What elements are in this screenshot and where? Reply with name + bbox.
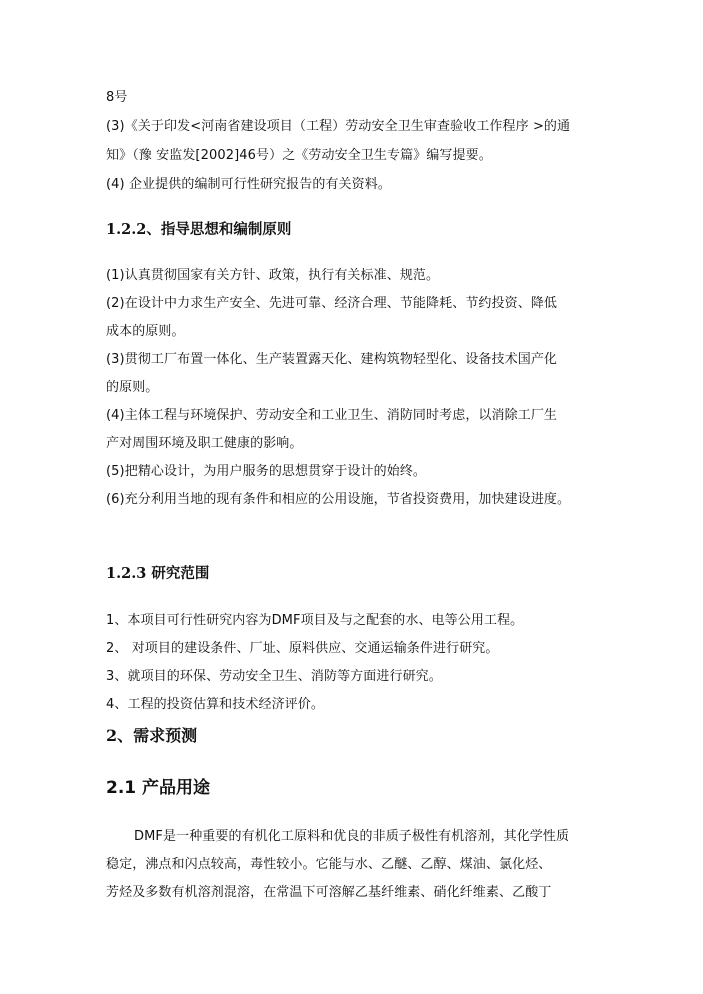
- scope-line-3: 3、就项目的环保、劳动安全卫生、消防等方面进行研究。: [106, 669, 442, 684]
- principle-line-6: (4)主体工程与环境保护、劳动安全和工业卫生、消防同时考虑，以消除工厂生: [106, 408, 558, 423]
- section-heading-2-1: 2.1 产品用途: [106, 778, 211, 798]
- principle-line-5: 的原则。: [106, 380, 159, 395]
- principle-line-9: (6)充分利用当地的现有条件和相应的公用设施，节省投资费用，加快建设进度。: [106, 492, 571, 507]
- section-heading-1-2-3: 1.2.3 研究范围: [106, 565, 210, 582]
- scope-line-1: 1、本项目可行性研究内容为DMF项目及与之配套的水、电等公用工程。: [106, 613, 524, 628]
- scope-line-4: 4、工程的投资估算和技术经济评价。: [106, 697, 324, 712]
- usage-line-3: 芳烃及多数有机溶剂混溶，在常温下可溶解乙基纤维素、硝化纤维素、乙酸丁: [106, 885, 552, 900]
- principle-line-4: (3)贯彻工厂布置一体化、生产装置露天化、建构筑物轻型化、设备技术国产化: [106, 352, 558, 367]
- principle-line-1: (1)认真贯彻国家有关方针、政策，执行有关标准、规范。: [106, 268, 440, 283]
- basis-line-1: 8号: [106, 90, 128, 105]
- section-heading-2: 2、需求预测: [106, 726, 198, 745]
- usage-line-1: DMF是一种重要的有机化工原料和优良的非质子极性有机溶剂，其化学性质: [134, 829, 570, 844]
- basis-line-2: (3)《关于印发<河南省建设项目（工程）劳动安全卫生审查验收工作程序 >的通: [106, 119, 571, 134]
- basis-line-4: (4) 企业提供的编制可行性研究报告的有关资料。: [106, 177, 391, 192]
- basis-line-3: 知》（豫 安监发[2002]46号）之《劳动安全卫生专篇》编写提要。: [106, 148, 492, 163]
- principle-line-3: 成本的原则。: [106, 324, 185, 339]
- principle-line-7: 产对周围环境及职工健康的影响。: [106, 436, 303, 451]
- usage-line-2: 稳定，沸点和闪点较高，毒性较小。它能与水、乙醚、乙醇、煤油、氯化烃、: [106, 857, 552, 872]
- scope-line-2: 2、 对项目的建设条件、厂址、原料供应、交通运输条件进行研究。: [106, 641, 499, 656]
- section-heading-1-2-2: 1.2.2、指导思想和编制原则: [106, 221, 292, 238]
- principle-line-8: (5)把精心设计，为用户服务的思想贯穿于设计的始终。: [106, 464, 427, 479]
- principle-line-2: (2)在设计中力求生产安全、先进可靠、经济合理、节能降耗、节约投资、降低: [106, 296, 558, 311]
